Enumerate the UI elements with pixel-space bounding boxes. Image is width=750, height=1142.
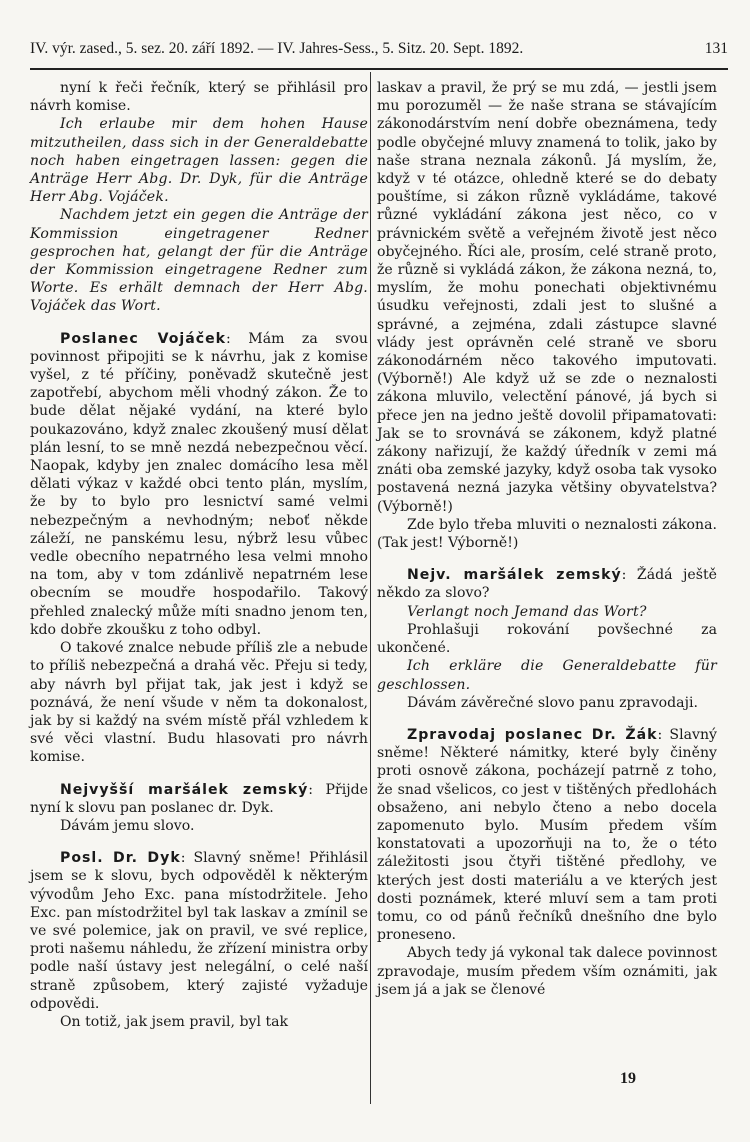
- speech-text: : Mám za svou povinnost připojiti se k návrhu, jak z komise vyšel, z té příčiny, poněvadž skutečně jest zapotřebí, abychom měli vhodný zákon. Že to bude dělat nějaké vydání, na které bylo poukazováno, když znalec zkoušený musí dělat plán lesní, to se mně nezdá nebezpečnou věcí. Naopak, kdyby jen znalec domácího lesa měl dělati výkaz v každé obci tento plán, myslím, že by to bylo pro lesnictví samé velmi nebezpečným a nevhodným; neboť někde záleží, ne panskému lesu, nýbrž lesu vůbec vedle obecního nepatrného lesa velmi mnoho na tom, aby v tom zdánlivě nepatrném lese obecním se moudře hospodařilo. Takový přehled znalecký může míti snadno jenom ten, kdo dobře zkoušku z toho odbyl.: [30, 330, 368, 638]
- speech-paragraph: [30, 330, 368, 639]
- german-paragraph: Nachdem jetzt ein gegen die Anträge der Kommission eingetragener Redner gesprochen hat, gelangt der für die Anträge der Kommission eingetragene Redner zum Worte. Es erhält demnach der Herr Abg. Vojáček das Wort.: [30, 207, 368, 315]
- speech-text: : Slavný sněme! Přihlásil jsem se k slovu, bych odpověděl k některým vývodům Jeho Exc. pana místodržitele. Jeho Exc. pan místodržitel byl tak laskav a zmínil se ve své polemice, jak on pravil, ve své replice, proti našemu náhledu, že zřízení ministra orby podle naší ústavy jest nelegální, o celé naší straně způsobem, který zajisté vyžaduje odpovědi.: [30, 850, 368, 1012]
- speech-text: : Žádá ještě někdo za slovo?: [377, 567, 717, 602]
- german-paragraph: Ich erkläre die Generaldebatte für geschlossen.: [377, 658, 717, 693]
- speaker-name: Nejvyšší maršálek zemský: [60, 781, 309, 798]
- speech-paragraph: [377, 726, 717, 944]
- paragraph-gap: [30, 316, 368, 330]
- speaker-name: Poslanec Vojáček: [60, 330, 227, 347]
- german-paragraph: Verlangt noch Jemand das Wort?: [407, 603, 647, 620]
- page-header: [30, 40, 728, 58]
- paragraph: Dávám závěrečné slovo panu zpravodaji.: [407, 694, 698, 711]
- page-number: 131: [704, 40, 728, 57]
- paragraph: On totiž, jak jsem pravil, byl tak: [60, 1013, 289, 1030]
- continued-paragraph: laskav a pravil, že prý se mu zdá, — jestli jsem mu porozuměl — že naše strana se stávajícím zákonodárstvím není dobře obeznámena, tedy podle obyčejné mluvy znamená to tolik, jako by naše strana neznala zákonů. Já myslím, že, když v té otázce, ohledně které se do debaty pouštíme, si zákon různě vykládáme, takové různé vykládání zákona jest něco, co v právnickém světě a veřejném životě jest něco obyčejného. Říci ale, prosím, celé straně proto, že různě si vykládá zákon, že zákona nezná, to, myslím, že mohu ponechati objektivnému úsudku veřejnosti, zdali jest to slušné a správné, a zejména, zdali zástupce slavné vlády jest oprávněn celé straně ve sboru zákonodárném něco takového imputovati. (Výborně!) Ale když už se zde o neznalosti zákona mluvilo, velectění pánové, já bych si přece jen na jedno ještě dovolil připamatovati: Jak se to srovnává se zákonem, když platné zákony nařizují, že každý úředník v zemi má znáti oba zemské jazyky, když osoba tak vysoko postavená nezná jazyka většiny obyvatelstva? (Výborně!): [377, 80, 717, 515]
- column-divider: [370, 72, 371, 1104]
- speech-text: : Přijde nyní k slovu pan poslanec dr. Dyk.: [30, 781, 368, 816]
- header-rule: [30, 68, 728, 70]
- paragraph-gap: [30, 767, 368, 781]
- right-column: [377, 79, 717, 999]
- speech-paragraph: [30, 849, 368, 1013]
- speech-paragraph: [30, 781, 368, 817]
- paragraph: Dávám jemu slovo.: [60, 817, 195, 834]
- left-column: [30, 79, 368, 1031]
- paragraph-gap: [30, 835, 368, 849]
- speech-text: : Slavný sněme! Některé námitky, které byly činěny proti osnově zákona, pocházejí patrně z toho, že snad všelicos, co jest v tištěných předlohách obsaženo, ani nebylo čteno a nebo docela zapomenuto bylo. Musím předem vším konstatovati a upozorňuji na to, že o této záležitosti jsou čtyři tištěné předlohy, ve kterých jest dosti materiálu a ve kterých jest dosti poznámek, které mluví sem a tam proti tomu, co od pánů řečníků dnešního dne bylo proneseno.: [377, 726, 717, 944]
- speaker-name: Posl. Dr. Dyk: [60, 850, 181, 867]
- speech-paragraph: [377, 566, 717, 602]
- paragraph: Prohlašuji rokování povšechné za ukončené.: [377, 621, 717, 657]
- running-head: IV. výr. zased., 5. sez. 20. září 1892. — IV. Jahres-Sess., 5. Sitz. 20. Sept. 1892.: [30, 40, 524, 57]
- paragraph: O takové znalce nebude příliš zle a nebude to příliš nebezpečná a drahá věc. Přeju si tedy, aby návrh byl přijat tak, jak jest i když se poznává, že není všude v něm ta dokonalost, jak by si každý na svém místě přál vzhledem k své věci vlastní. Budu hlasovati pro návrh komise.: [30, 640, 368, 766]
- speaker-name: Zpravodaj poslanec Dr. Žák: [407, 726, 658, 743]
- paragraph: Zde bylo třeba mluviti o neznalosti zákona. (Tak jest! Výborně!): [377, 516, 717, 552]
- paragraph-gap: [377, 552, 717, 566]
- speaker-name: Nejv. maršálek zemský: [407, 567, 622, 584]
- paragraph: Abych tedy já vykonal tak dalece povinnost zpravodaje, musím předem vším oznámiti, jak jsem já a jak se členové: [377, 945, 717, 998]
- sheet-number: 19: [620, 1070, 636, 1087]
- paragraph: nyní k řeči řečník, který se přihlásil pro návrh komise.: [30, 80, 368, 115]
- german-paragraph: Ich erlaube mir dem hohen Hause mitzutheilen, dass sich in der Generaldebatte noch haben eingetragen lassen: gegen die Anträge Herr Abg. Dr. Dyk, für die Anträge Herr Abg. Vojáček.: [30, 116, 368, 206]
- paragraph-gap: [377, 712, 717, 726]
